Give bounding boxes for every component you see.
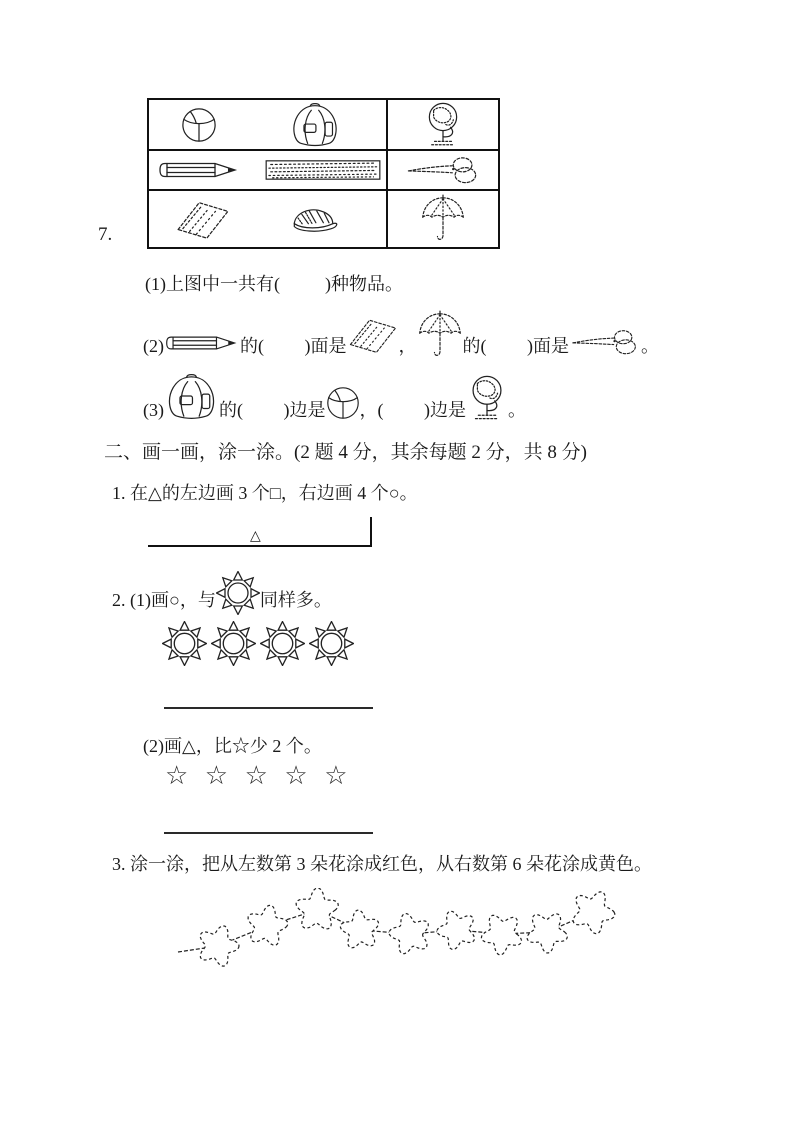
sun-icon xyxy=(260,621,305,666)
section2-title: 二、画一画，涂一涂。(2 题 4 分，其余每题 2 分，共 8 分) xyxy=(104,442,587,463)
pencil-icon xyxy=(157,160,241,180)
q2-part2-text: (2)画△，比☆少 2 个。 xyxy=(143,736,322,756)
text-fragment: (3) xyxy=(143,400,164,420)
text-fragment: ，( )边是 xyxy=(359,400,466,420)
flower-outline xyxy=(527,914,567,953)
cap-icon xyxy=(287,204,341,234)
ball-icon xyxy=(181,107,217,143)
flower-outline xyxy=(573,892,615,934)
scroll-icon xyxy=(261,159,385,181)
book-icon xyxy=(173,197,233,241)
book-icon xyxy=(347,314,399,356)
flower-outline xyxy=(296,888,338,929)
text-fragment: 的( )边是 xyxy=(219,400,326,420)
q2-part1-text xyxy=(112,568,332,612)
q2-part2-answer-line xyxy=(164,814,373,834)
table-cell-row2-right xyxy=(388,151,498,191)
q1-answer-area xyxy=(148,517,372,547)
sun-icon xyxy=(162,621,207,666)
sun-icon xyxy=(211,621,256,666)
table-cell-row2-left xyxy=(149,151,388,191)
question7-part1: (1)上图中一共有( )种物品。 xyxy=(145,274,403,294)
objects-table xyxy=(147,98,500,249)
text-fragment: 的( )面是 xyxy=(462,336,569,356)
flower-outline xyxy=(248,905,288,945)
table-cell-row1-left xyxy=(149,100,388,151)
globe-icon xyxy=(423,101,463,148)
sun-row xyxy=(162,621,354,666)
flower-outline xyxy=(481,915,521,955)
flower-outline xyxy=(340,910,378,948)
globe-icon xyxy=(466,374,508,422)
flower-outline xyxy=(200,926,239,966)
text-fragment: ， xyxy=(398,336,417,356)
flower-chain xyxy=(172,888,652,973)
table-cell-row3-left xyxy=(149,191,388,247)
text-fragment: (2) xyxy=(143,336,164,356)
triangle-mark: △ xyxy=(250,529,261,544)
scissors-icon xyxy=(569,329,641,355)
q1-text: 1. 在△的左边画 3 个□，右边画 4 个○。 xyxy=(112,483,418,503)
flower-outline xyxy=(437,911,474,949)
table-cell-row1-right xyxy=(388,100,498,151)
sun-icon xyxy=(216,571,260,615)
scissors-icon xyxy=(405,156,481,184)
text-fragment: 2. (1)画○，与 xyxy=(112,590,216,610)
flower-outline xyxy=(389,914,428,954)
question7-part2 xyxy=(143,300,659,358)
backpack-icon xyxy=(164,373,219,421)
pencil-icon xyxy=(164,333,240,353)
sun-icon xyxy=(309,621,354,666)
ball-icon xyxy=(326,386,360,420)
umbrella-icon xyxy=(420,194,466,244)
backpack-icon xyxy=(287,102,343,148)
q2-part1-answer-line xyxy=(164,689,373,709)
star-row: ☆ ☆ ☆ ☆ ☆ xyxy=(165,761,349,790)
text-fragment: 的( )面是 xyxy=(240,336,347,356)
table-cell-row3-right xyxy=(388,191,498,247)
text-fragment: 。 xyxy=(641,336,659,356)
text-fragment: 。 xyxy=(508,400,526,420)
umbrella-icon xyxy=(417,310,463,360)
text-fragment: 同样多。 xyxy=(259,590,332,610)
question7-part3 xyxy=(143,368,526,422)
question7-number: 7. xyxy=(98,224,113,245)
q3-text: 3. 涂一涂，把从左数第 3 朵花涂成红色，从右数第 6 朵花涂成黄色。 xyxy=(112,854,652,874)
